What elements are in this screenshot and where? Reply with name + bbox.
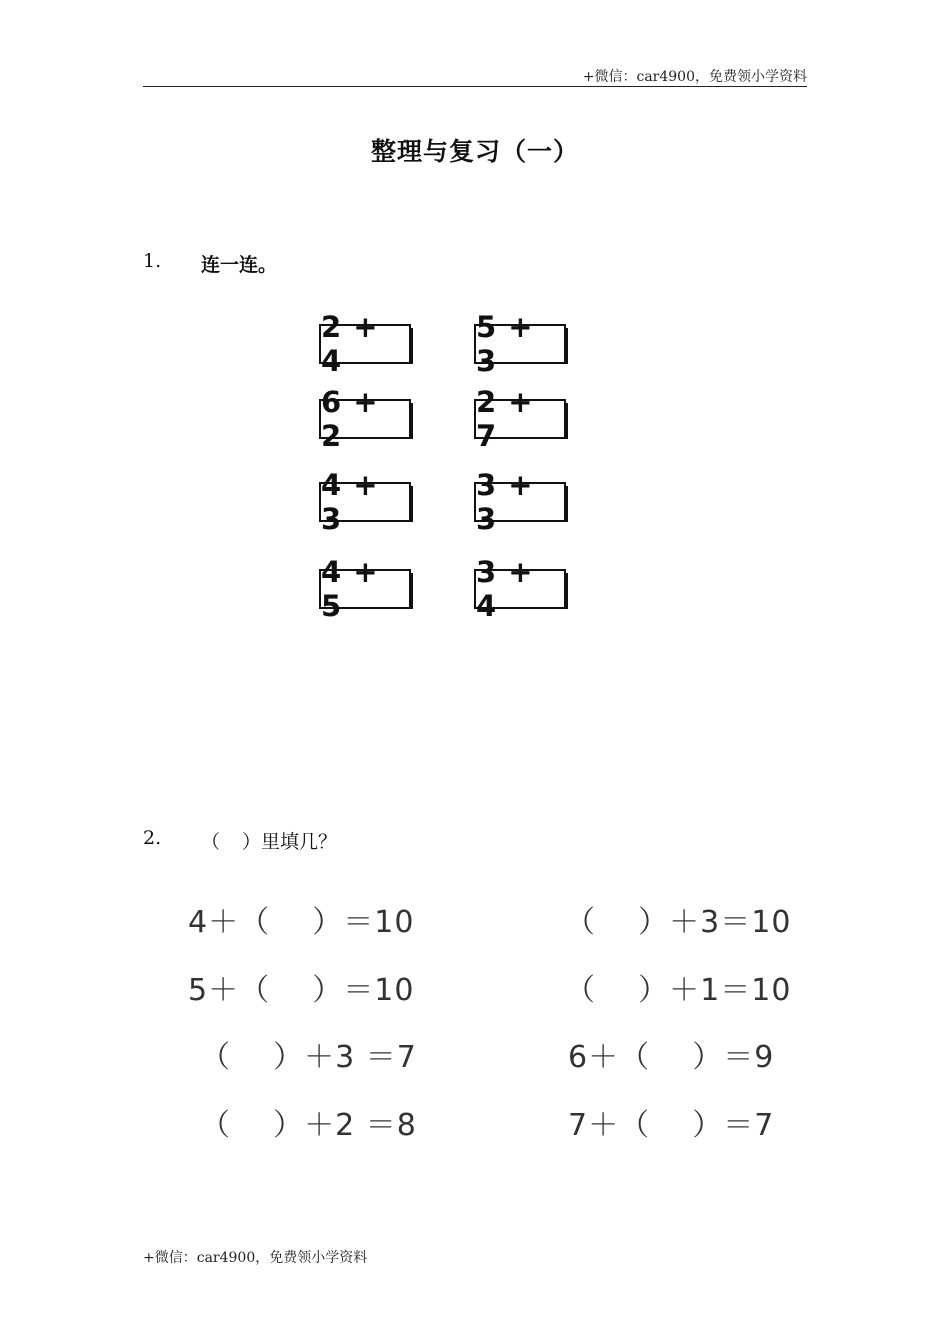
footer-note: +微信：car4900，免费领小学资料 xyxy=(143,1250,368,1266)
left-card-3[interactable]: 4 + 3 xyxy=(319,482,411,522)
prompt-rest: ）里填几？ xyxy=(242,831,338,853)
equation-right-2[interactable]: （ ）＋1＝10 xyxy=(565,973,792,1008)
equation-left-3[interactable]: （ ）＋3 ＝7 xyxy=(200,1040,417,1075)
question-1-number: 1. xyxy=(143,250,162,272)
equation-left-2[interactable]: 5＋（ ）＝10 xyxy=(188,973,415,1008)
equation-right-1[interactable]: （ ）＋3＝10 xyxy=(565,905,792,940)
left-card-2[interactable]: 6 + 2 xyxy=(319,399,411,439)
header-rule xyxy=(143,86,807,87)
question-2-prompt xyxy=(201,827,337,854)
page-title: 整理与复习（一） xyxy=(370,137,579,166)
right-card-3[interactable]: 3 + 3 xyxy=(474,482,566,522)
right-card-1[interactable]: 5 + 3 xyxy=(474,324,566,364)
equation-left-1[interactable]: 4＋（ ）＝10 xyxy=(188,905,415,940)
equation-right-3[interactable]: 6＋（ ）＝9 xyxy=(568,1040,775,1075)
right-card-2[interactable]: 2 + 7 xyxy=(474,399,566,439)
equation-left-4[interactable]: （ ）＋2 ＝8 xyxy=(200,1108,417,1143)
question-1-prompt: 连一连。 xyxy=(201,254,278,276)
question-2-number: 2. xyxy=(143,827,162,849)
left-card-4[interactable]: 4 + 5 xyxy=(319,569,411,609)
prompt-open-paren: （ xyxy=(201,831,221,853)
equation-right-4[interactable]: 7＋（ ）＝7 xyxy=(568,1108,775,1143)
header-note: +微信：car4900，免费领小学资料 xyxy=(582,69,807,85)
right-card-4[interactable]: 3 + 4 xyxy=(474,569,566,609)
left-card-1[interactable]: 2 + 4 xyxy=(319,324,411,364)
